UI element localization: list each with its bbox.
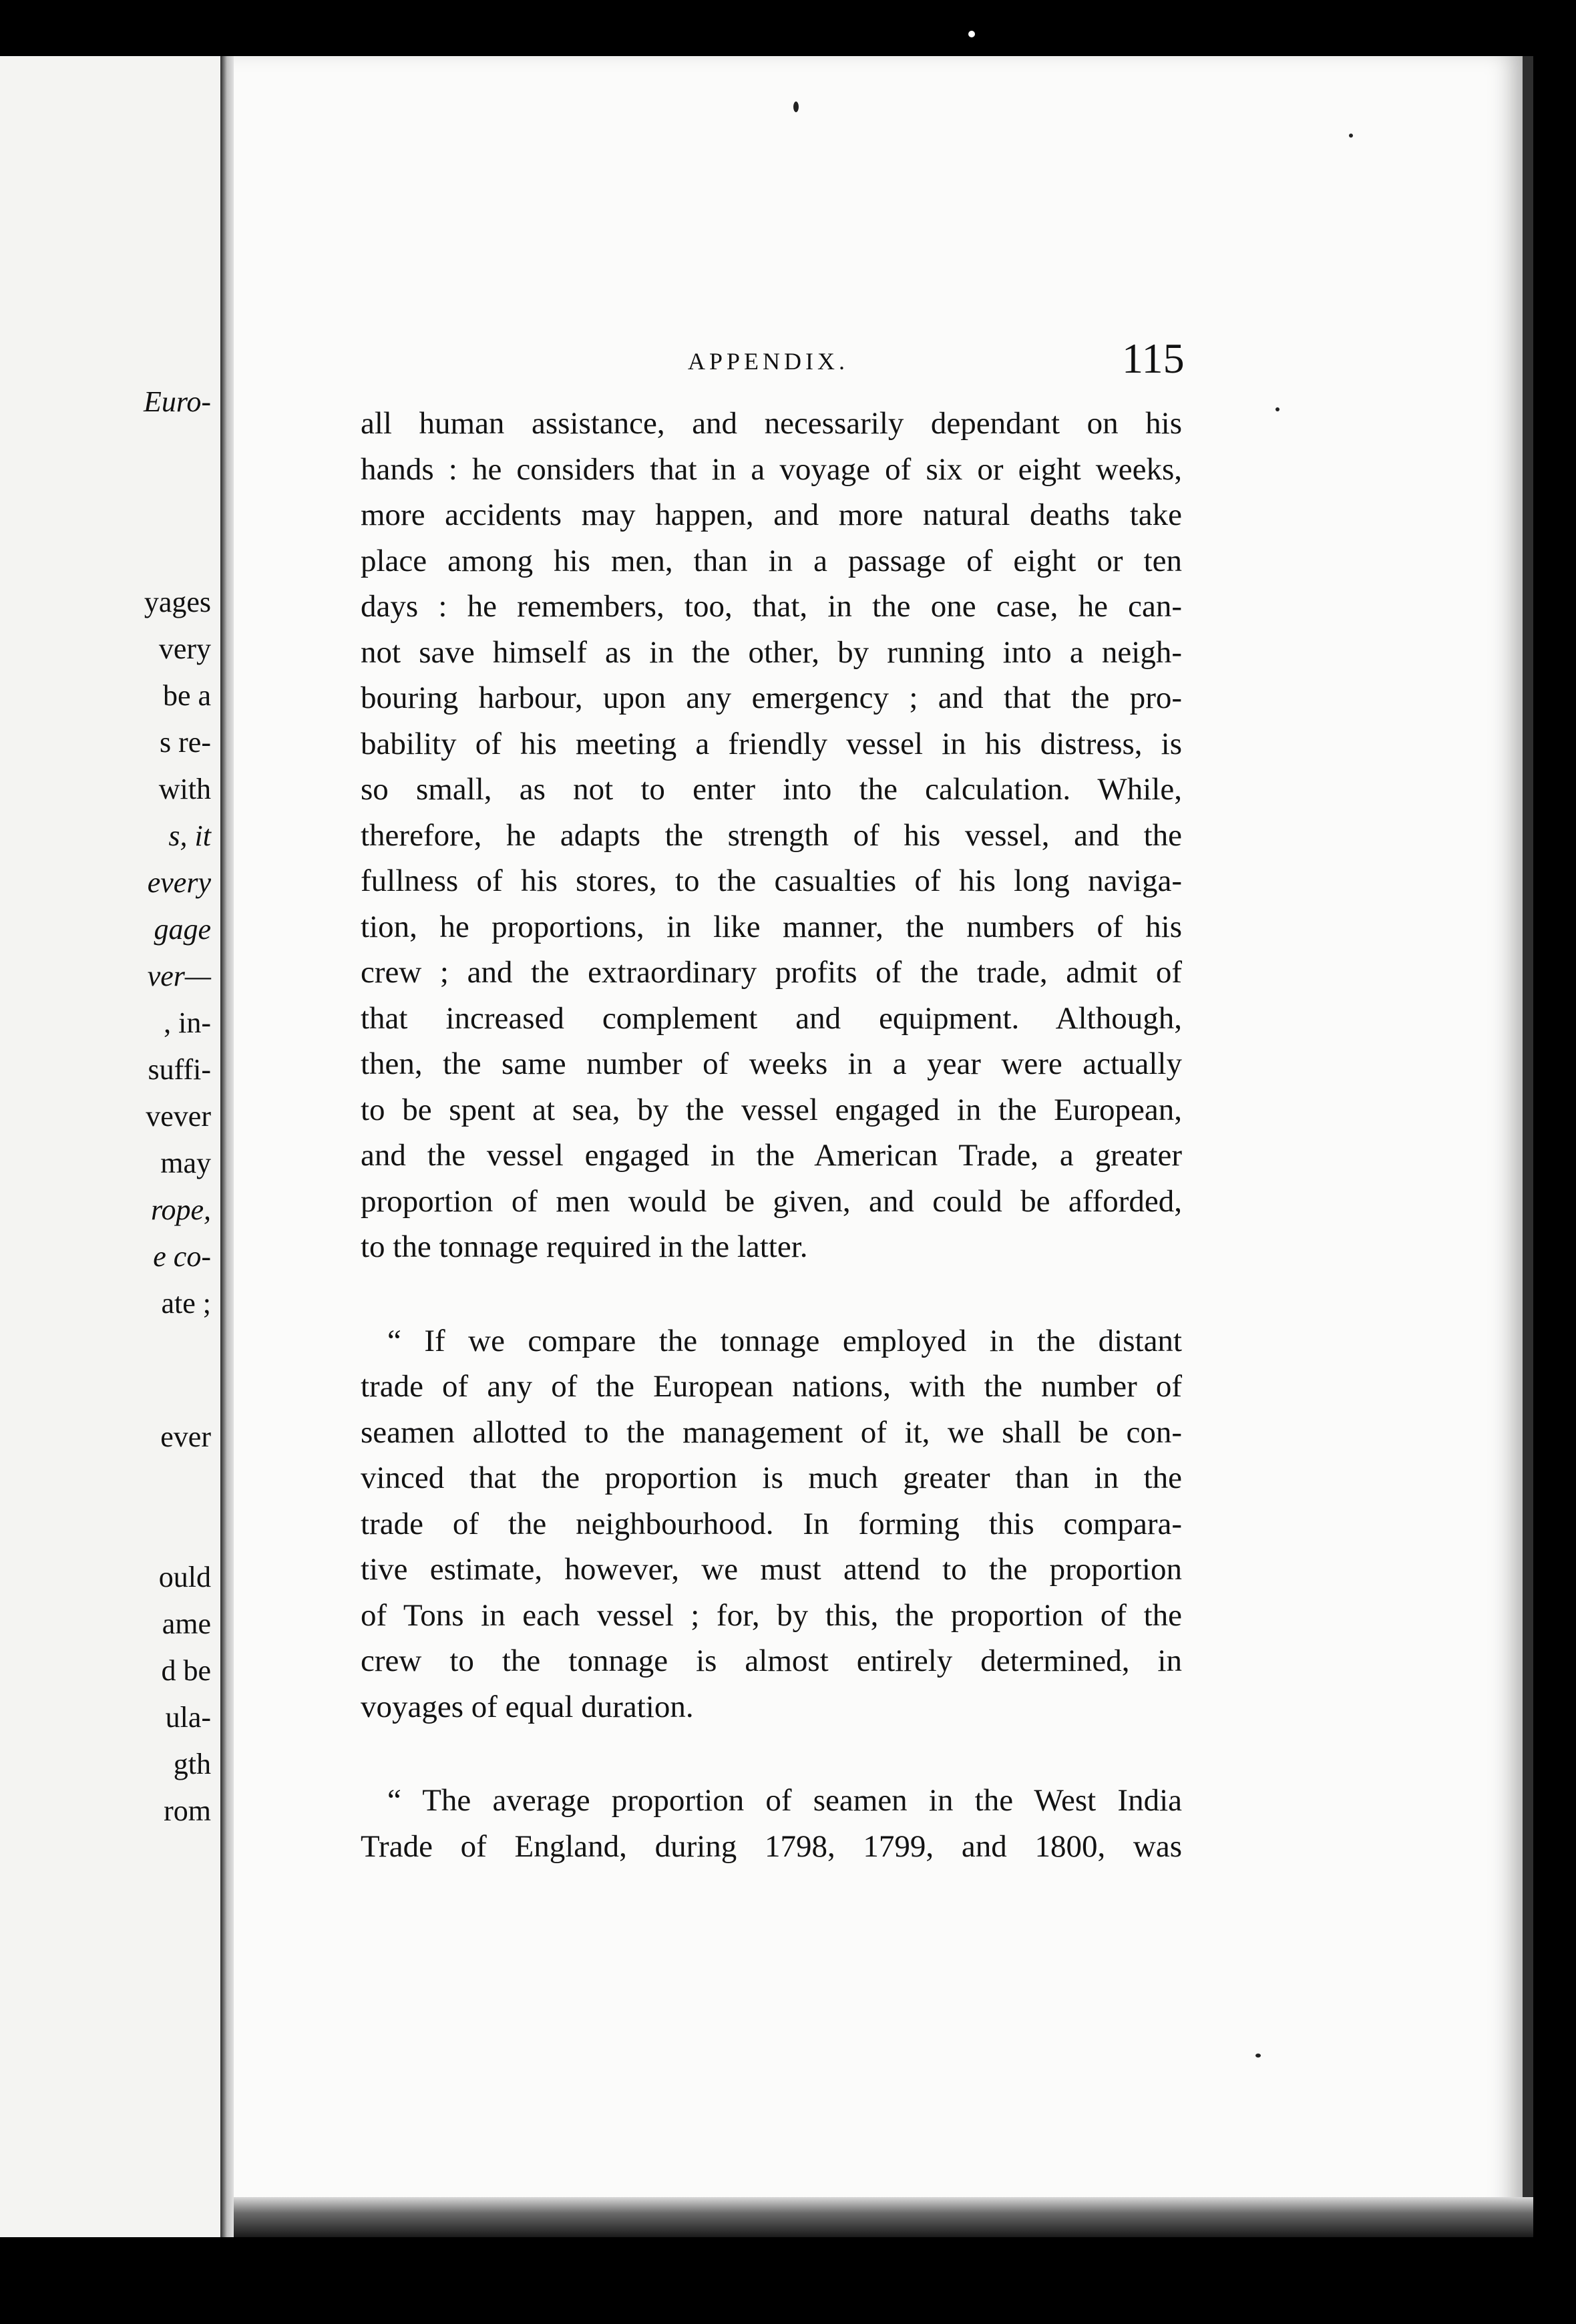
left-page-line-fragment: gth xyxy=(173,1748,211,1780)
left-page-line-fragment: may xyxy=(160,1147,211,1179)
left-page-line-fragment: ever xyxy=(160,1420,211,1453)
left-page-line-fragment: ate ; xyxy=(161,1287,211,1320)
body-text xyxy=(361,401,1182,1869)
left-page-line-fragment: gage xyxy=(154,913,211,946)
left-page-line-fragment: d be xyxy=(161,1654,211,1687)
running-head: APPENDIX. xyxy=(688,348,849,375)
body-line: all human assistance, and necessarily dependant on his xyxy=(361,406,1182,441)
body-line: proportion of men would be given, and could be afforded, xyxy=(361,1183,1182,1219)
left-page-line-fragment: e co- xyxy=(153,1240,211,1273)
body-line: of Tons in each vessel ; for, by this, the proportion of the xyxy=(361,1597,1182,1633)
body-line: days : he remembers, too, that, in the one case, he can- xyxy=(361,589,1182,624)
left-page-line-fragment: vever xyxy=(146,1100,211,1133)
left-page-line-fragment: ould xyxy=(158,1561,211,1593)
body-line: crew to the tonnage is almost entirely determined, in xyxy=(361,1643,1182,1678)
body-line: tion, he proportions, in like manner, the numbers of his xyxy=(361,909,1182,944)
left-page-line-fragment: very xyxy=(158,632,211,665)
body-line: seamen allotted to the management of it, we shall be con- xyxy=(361,1414,1182,1450)
page-number: 115 xyxy=(1122,335,1185,382)
book-gutter xyxy=(220,56,235,2237)
left-page-line-fragment: with xyxy=(158,773,211,805)
left-page-line-fragment: every xyxy=(147,866,211,899)
body-line: bouring harbour, upon any emergency ; and that the pro- xyxy=(361,681,1182,715)
left-page-line-fragment: rom xyxy=(164,1794,211,1827)
paragraph-gap xyxy=(361,1270,1182,1318)
body-line: hands : he considers that in a voyage of six or eight weeks, xyxy=(361,451,1182,487)
body-line: that increased complement and equipment. Although, xyxy=(361,1000,1182,1036)
left-page-line-fragment: Euro- xyxy=(143,385,211,418)
left-page-line-fragment: ame xyxy=(162,1607,211,1640)
left-page-line-fragment: ula- xyxy=(165,1701,211,1734)
body-line: to the tonnage required in the latter. xyxy=(361,1229,808,1264)
left-page-line-fragment: be a xyxy=(162,679,211,712)
body-line: vinced that the proportion is much greater than in the xyxy=(361,1461,1182,1495)
left-page-line-fragment: yages xyxy=(144,586,211,618)
body-line: not save himself as in the other, by running into a neigh- xyxy=(361,634,1182,670)
left-facing-page xyxy=(0,56,226,2237)
body-line: and the vessel engaged in the American Trade, a greater xyxy=(361,1138,1182,1173)
body-line: “ If we compare the tonnage employed in the distant xyxy=(387,1323,1182,1358)
scan-speck xyxy=(1275,407,1279,411)
body-line: fullness of his stores, to the casualties of his long naviga- xyxy=(361,863,1182,898)
body-line: so small, as not to enter into the calculation. While, xyxy=(361,772,1182,807)
body-line: therefore, he adapts the strength of his vessel, and the xyxy=(361,817,1182,853)
body-line: Trade of England, during 1798, 1799, and 1800, was xyxy=(361,1828,1182,1864)
body-line: trade of the neighbourhood. In forming this compara- xyxy=(361,1506,1182,1541)
body-line: trade of any of the European nations, with the number of xyxy=(361,1369,1182,1404)
left-page-line-fragment: rope, xyxy=(150,1193,211,1226)
body-line: bability of his meeting a friendly vessel in his distress, is xyxy=(361,726,1182,761)
left-page-line-fragment: ver— xyxy=(147,960,211,992)
body-line: crew ; and the extraordinary profits of the trade, admit of xyxy=(361,955,1182,990)
body-line: then, the same number of weeks in a year were actually xyxy=(361,1046,1182,1081)
body-line: voyages of equal duration. xyxy=(361,1689,694,1724)
left-page-line-fragment: s re- xyxy=(160,726,211,759)
body-line: to be spent at sea, by the vessel engaged in the European, xyxy=(361,1092,1182,1127)
body-line: “ The average proportion of seamen in the West India xyxy=(387,1783,1182,1818)
left-page-line-fragment: , in- xyxy=(164,1006,211,1039)
body-line: place among his men, than in a passage of eight or ten xyxy=(361,543,1182,578)
scan-speck xyxy=(1255,2054,1261,2058)
body-line: tive estimate, however, we must attend to the proportion xyxy=(361,1552,1182,1587)
body-line: more accidents may happen, and more natural deaths take xyxy=(361,498,1182,532)
scan-speck xyxy=(793,102,799,112)
scan-speck xyxy=(1349,134,1353,138)
paragraph-gap xyxy=(361,1730,1182,1778)
page-bottom-edge xyxy=(234,2197,1533,2237)
left-page-line-fragment: suffi- xyxy=(148,1053,211,1086)
scan-speck xyxy=(968,31,975,37)
left-page-line-fragment: s, it xyxy=(168,819,211,852)
